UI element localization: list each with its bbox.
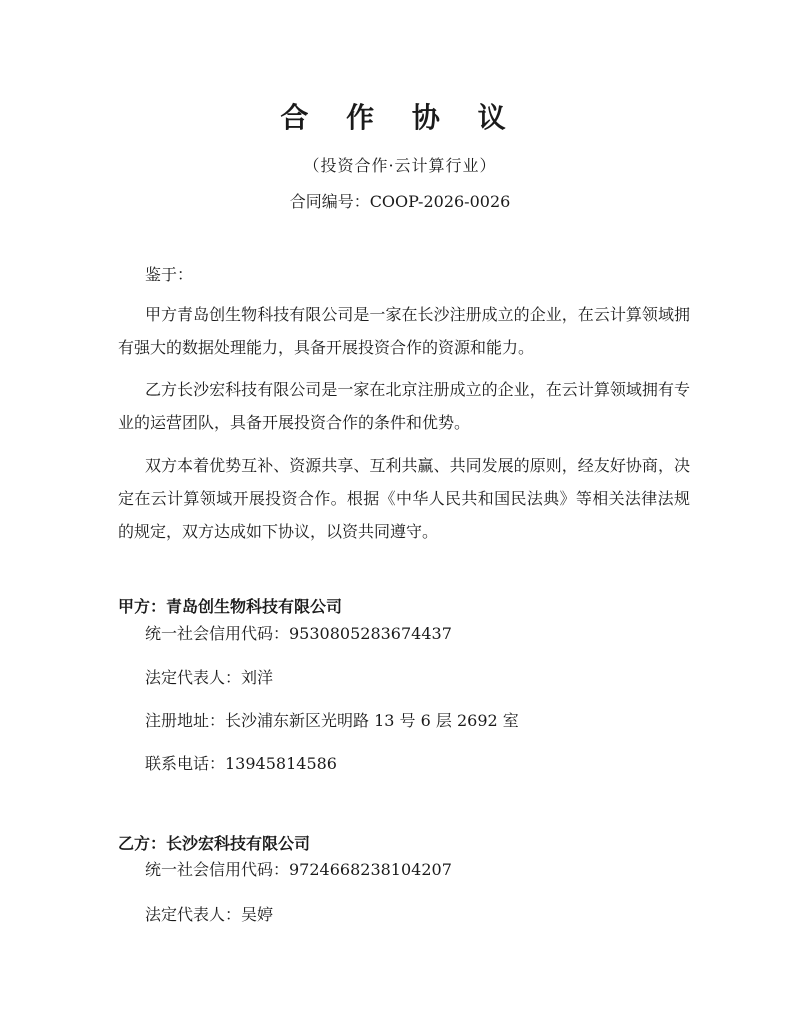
document-title: 合 作 协 议 xyxy=(280,101,520,134)
document-subtitle: （投资合作·云计算行业） xyxy=(303,156,497,175)
contract-number: 合同编号：COOP-2026-0026 xyxy=(289,192,511,211)
party-b-legal-representative: 法定代表人：吴婷 xyxy=(145,905,274,924)
party-b-heading: 乙方：长沙宏科技有限公司 xyxy=(118,834,311,853)
party-a-credit-code: 统一社会信用代码：9530805283674437 xyxy=(145,624,452,643)
recital-paragraph-party-b: 乙方长沙宏科技有限公司是一家在北京注册成立的企业，在云计算领域拥有专业的运营团队，具备开展投资合作的条件和优势。 xyxy=(118,380,690,432)
party-b-credit-code: 统一社会信用代码：9724668238104207 xyxy=(145,860,452,879)
party-a-phone: 联系电话：13945814586 xyxy=(145,754,337,773)
party-a-legal-representative: 法定代表人：刘洋 xyxy=(145,668,274,687)
recitals-heading: 鉴于： xyxy=(145,265,194,284)
party-a-address: 注册地址：长沙浦东新区光明路 13 号 6 层 2692 室 xyxy=(145,711,519,730)
recital-paragraph-party-a: 甲方青岛创生物科技有限公司是一家在长沙注册成立的企业，在云计算领域拥有强大的数据处理能力，具备开展投资合作的资源和能力。 xyxy=(118,305,690,357)
party-a-heading: 甲方：青岛创生物科技有限公司 xyxy=(118,597,343,616)
recital-paragraph-purpose: 双方本着优势互补、资源共享、互利共赢、共同发展的原则，经友好协商，决定在云计算领域开展投资合作。根据《中华人民共和国民法典》等相关法律法规的规定，双方达成如下协议，以资共同遵守。 xyxy=(118,456,690,541)
